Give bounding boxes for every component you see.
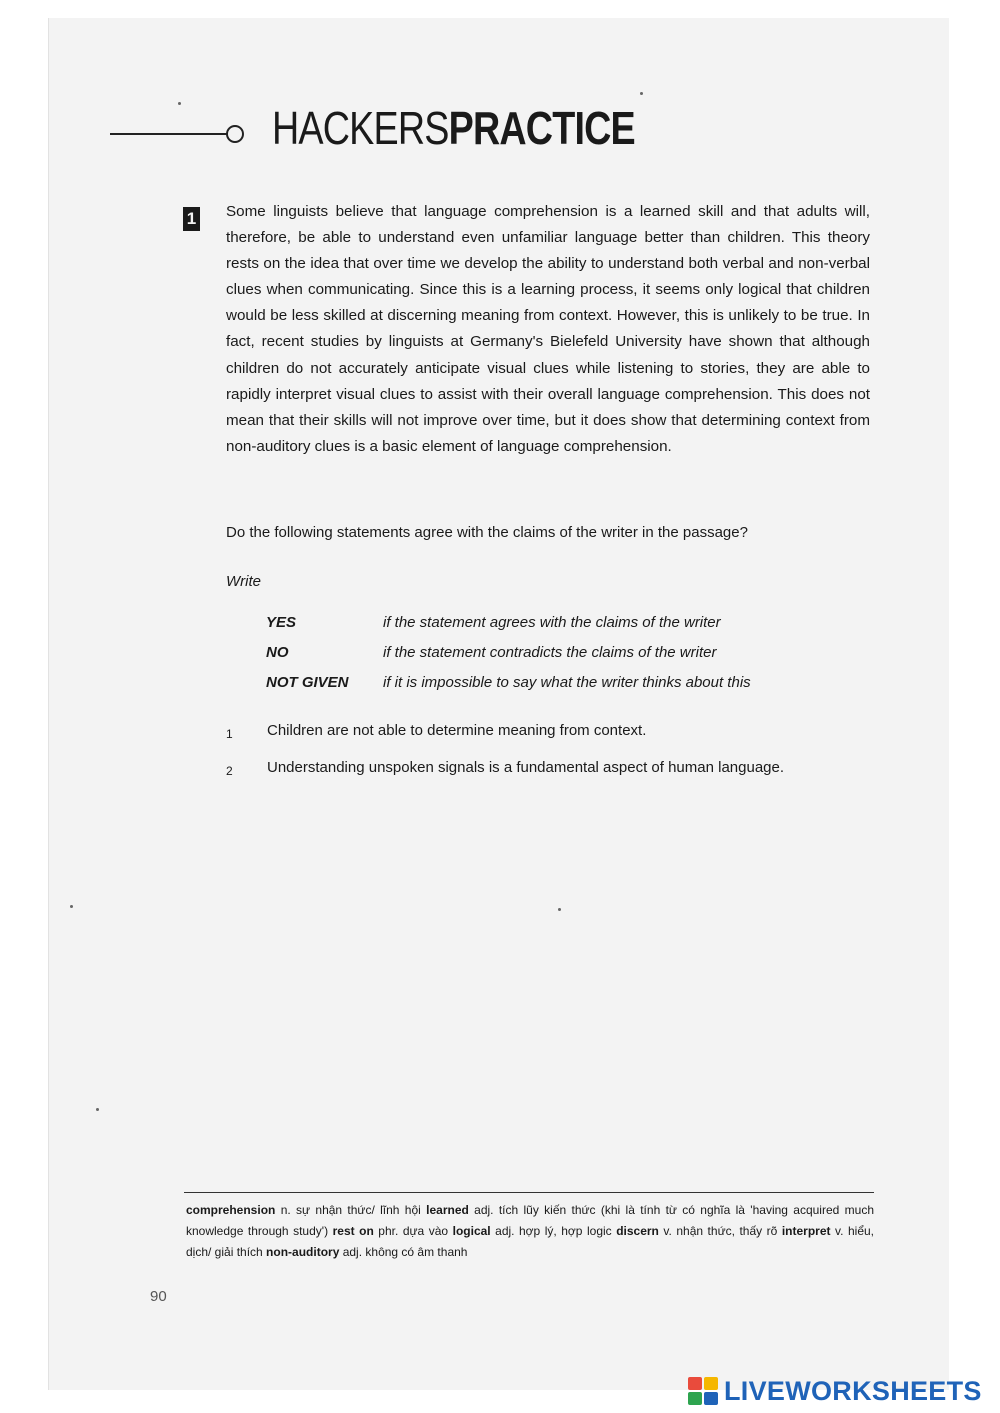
- page-number: 90: [150, 1288, 167, 1305]
- option-description: if the statement contradicts the claims of the writer: [383, 644, 717, 661]
- statement-text: Children are not able to determine meaning from context.: [267, 722, 647, 739]
- logo-square: [704, 1377, 718, 1390]
- section-number-badge: 1: [183, 207, 200, 231]
- page-title: [272, 100, 635, 156]
- vocab-definition: v. nhận thức, thấy rõ: [658, 1224, 782, 1238]
- vocab-term: non-auditory: [266, 1245, 340, 1259]
- vocab-term: learned: [426, 1203, 469, 1217]
- vocab-term: logical: [452, 1224, 491, 1238]
- liveworksheets-brand[interactable]: [688, 1375, 982, 1407]
- vocabulary-divider: [184, 1192, 874, 1193]
- vocab-term: rest on: [332, 1224, 374, 1238]
- title-decoration-line: [110, 133, 228, 135]
- option-description: if it is impossible to say what the writer thinks about this: [383, 674, 751, 691]
- logo-square: [688, 1392, 702, 1405]
- vocab-definition: adj. không có âm thanh: [339, 1245, 468, 1259]
- instruction-question: Do the following statements agree with the claims of the writer in the passage?: [226, 524, 748, 541]
- vocab-definition: adj. tích lũy kiến thức (khi là tính từ có nghĩa là 'having acquired much knowledge through study'): [186, 1203, 874, 1238]
- option-key: NOT GIVEN: [266, 674, 349, 691]
- statement-text: Understanding unspoken signals is a fundamental aspect of human language.: [267, 759, 785, 776]
- vocabulary-notes: [186, 1200, 874, 1263]
- option-key: YES: [266, 614, 297, 631]
- logo-square: [688, 1377, 702, 1390]
- scan-speck: [96, 1108, 99, 1111]
- reading-passage: Some linguists believe that language comprehension is a learned skill and that adults will, therefore, be able to understand even unfamiliar language better than children. This theory rests on the idea that over time we develop the ability to understand both verbal and non-verbal clues when communicating. Since this is a learning process, it seems only logical that children would be less skilled at discerning meaning from context. However, this is unlikely to be true. In fact, recent studies by linguists at Germany's Bielefeld University have shown that although children do not accurately anticipate visual clues while listening to stories, they are able to rapidly interpret visual clues to assist with their overall language comprehension. This does not mean that their skills will not improve over time, but it does show that determining context from non-auditory clues is a basic element of language comprehension.: [226, 203, 870, 455]
- liveworksheets-logo-icon: [688, 1377, 718, 1405]
- title-light-word: HACKERS: [272, 102, 449, 154]
- vocab-definition: adj. hợp lý, hợp logic: [490, 1224, 617, 1238]
- title-bold-word: PRACTICE: [448, 102, 635, 154]
- option-key: NO: [266, 644, 289, 661]
- statement-number: 2: [226, 764, 233, 778]
- instruction-write: Write: [226, 573, 261, 590]
- scan-speck: [640, 92, 643, 95]
- title-decoration-circle: [226, 125, 244, 143]
- vocab-term: comprehension: [186, 1203, 276, 1217]
- vocab-term: interpret: [781, 1224, 831, 1238]
- vocab-definition: v. hiểu, dịch/ giải thích: [186, 1224, 875, 1259]
- vocab-definition: n. sự nhận thức/ lĩnh hội: [275, 1203, 427, 1217]
- vocab-definition: phr. dựa vào: [373, 1224, 453, 1238]
- logo-square: [704, 1392, 718, 1405]
- scan-speck: [558, 908, 561, 911]
- brand-name: LIVEWORKSHEETS: [724, 1375, 982, 1406]
- vocab-term: discern: [616, 1224, 659, 1238]
- scan-speck: [70, 905, 73, 908]
- option-description: if the statement agrees with the claims of the writer: [383, 614, 721, 631]
- statement-number: 1: [226, 727, 233, 741]
- scan-speck: [178, 102, 181, 105]
